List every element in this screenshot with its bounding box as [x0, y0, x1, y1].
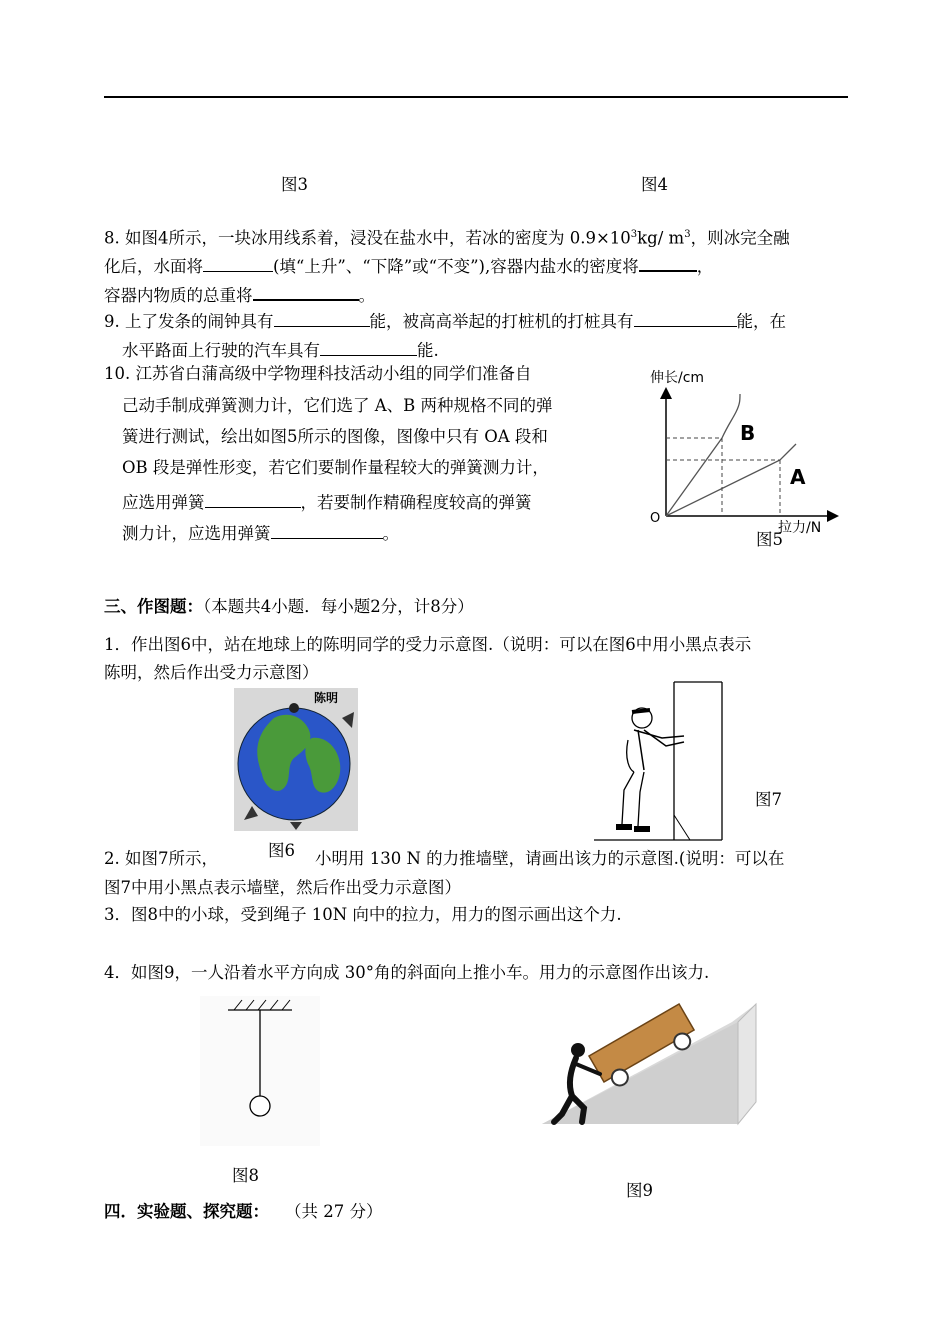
q10-line2: 己动手制成弹簧测力计，它们选了 A、B 两种规格不同的弹 [122, 396, 553, 415]
q10-line4: OB 段是弹性形变，若它们要制作量程较大的弹簧测力计， [122, 458, 549, 477]
q8-blank-3[interactable] [253, 282, 359, 301]
fig4-caption: 图4 [641, 175, 668, 194]
q10-line5: 应选用弹簧 ，若要制作精确程度较高的弹簧 [122, 490, 532, 514]
fig5-xlabel: 拉力/N [778, 520, 822, 536]
q9-blank-3[interactable] [320, 338, 417, 356]
section3-q1-line1: 1．作出图6中，站在地球上的陈明同学的受力示意图.（说明：可以在图6中用小黑点表示 [104, 635, 752, 654]
fig5-caption: 图5 [756, 530, 783, 549]
q9-blank-2[interactable] [634, 309, 737, 327]
q10-blank-2[interactable] [271, 521, 383, 539]
fig7-caption: 图7 [755, 790, 782, 809]
q8-line2: 化后，水面将 (填“上升”、“下降”或“不变”),容器内盐水的密度将 ， [104, 253, 713, 278]
section3-q4: 4．如图9，一人沿着水平方向成 30°角的斜面向上推小车。用力的示意图作出该力. [104, 963, 710, 982]
q10-blank-1[interactable] [205, 490, 301, 508]
q8-blank-2[interactable] [639, 253, 697, 272]
fig5-origin: O [650, 511, 661, 526]
q8-line3: 容器内物质的总重将 。 [104, 282, 375, 307]
q8-blank-1[interactable] [203, 254, 273, 272]
fig6-earth-illustration [234, 688, 358, 831]
q10-line3: 簧进行测试，绘出如图5所示的图像，图像中只有 OA 段和 [122, 427, 548, 446]
section4-heading: 四．实验题、探究题： （共 27 分） [104, 1202, 383, 1221]
fig3-caption: 图3 [281, 175, 308, 194]
fig9-incline-cart-illustration [542, 1004, 782, 1132]
q9-blank-1[interactable] [274, 309, 370, 327]
q10-line6: 测力计，应选用弹簧 。 [122, 521, 399, 545]
fig8-pendulum-illustration [200, 996, 320, 1146]
q9-line1: 9. 上了发条的闹钟具有 能，被高高举起的打桩机的打桩具有 能，在 [104, 309, 786, 333]
fig8-caption: 图8 [232, 1166, 259, 1185]
fig9-caption: 图9 [626, 1181, 653, 1200]
fig5-ylabel: 伸长/cm [650, 370, 705, 386]
section3-q3: 3．图8中的小球，受到绳子 10N 向中的拉力，用力的图示画出这个力. [104, 905, 622, 924]
fig6-name-label: 陈明 [314, 691, 339, 705]
section3-heading: 三、作图题：（本题共4小题．每小题2分，计8分） [104, 597, 474, 616]
fig5-graph [640, 360, 860, 550]
section3-q2-line2: 图7中用小黑点表示墙壁，然后作出受力示意图） [104, 878, 461, 897]
fig5-label-a: A [790, 465, 806, 489]
q8-line1: 8. 如图4所示，一块冰用线系着，浸没在盐水中，若冰的密度为 $0.9\times 10^3kg/$ $m^3$，则冰完全融 [104, 228, 790, 248]
fig5-curve-a [666, 444, 796, 516]
header-rule [104, 96, 848, 98]
fig5-label-b: B [740, 421, 756, 445]
fig6-caption: 图6 [268, 841, 295, 860]
q10-line1: 10. 江苏省白蒲高级中学物理科技活动小组的同学们准备自 [104, 364, 532, 383]
section3-q1-line2: 陈明，然后作出受力示意图） [104, 663, 319, 682]
q9-line2: 水平路面上行驶的汽车具有 能. [122, 338, 439, 362]
fig7-pushing-wall-illustration [594, 680, 729, 845]
section3-q2-line1: 2. 如图7所示， 小明用 130 N 的力推墙壁，请画出该力的示意图.(说明：可以在 [104, 849, 785, 868]
